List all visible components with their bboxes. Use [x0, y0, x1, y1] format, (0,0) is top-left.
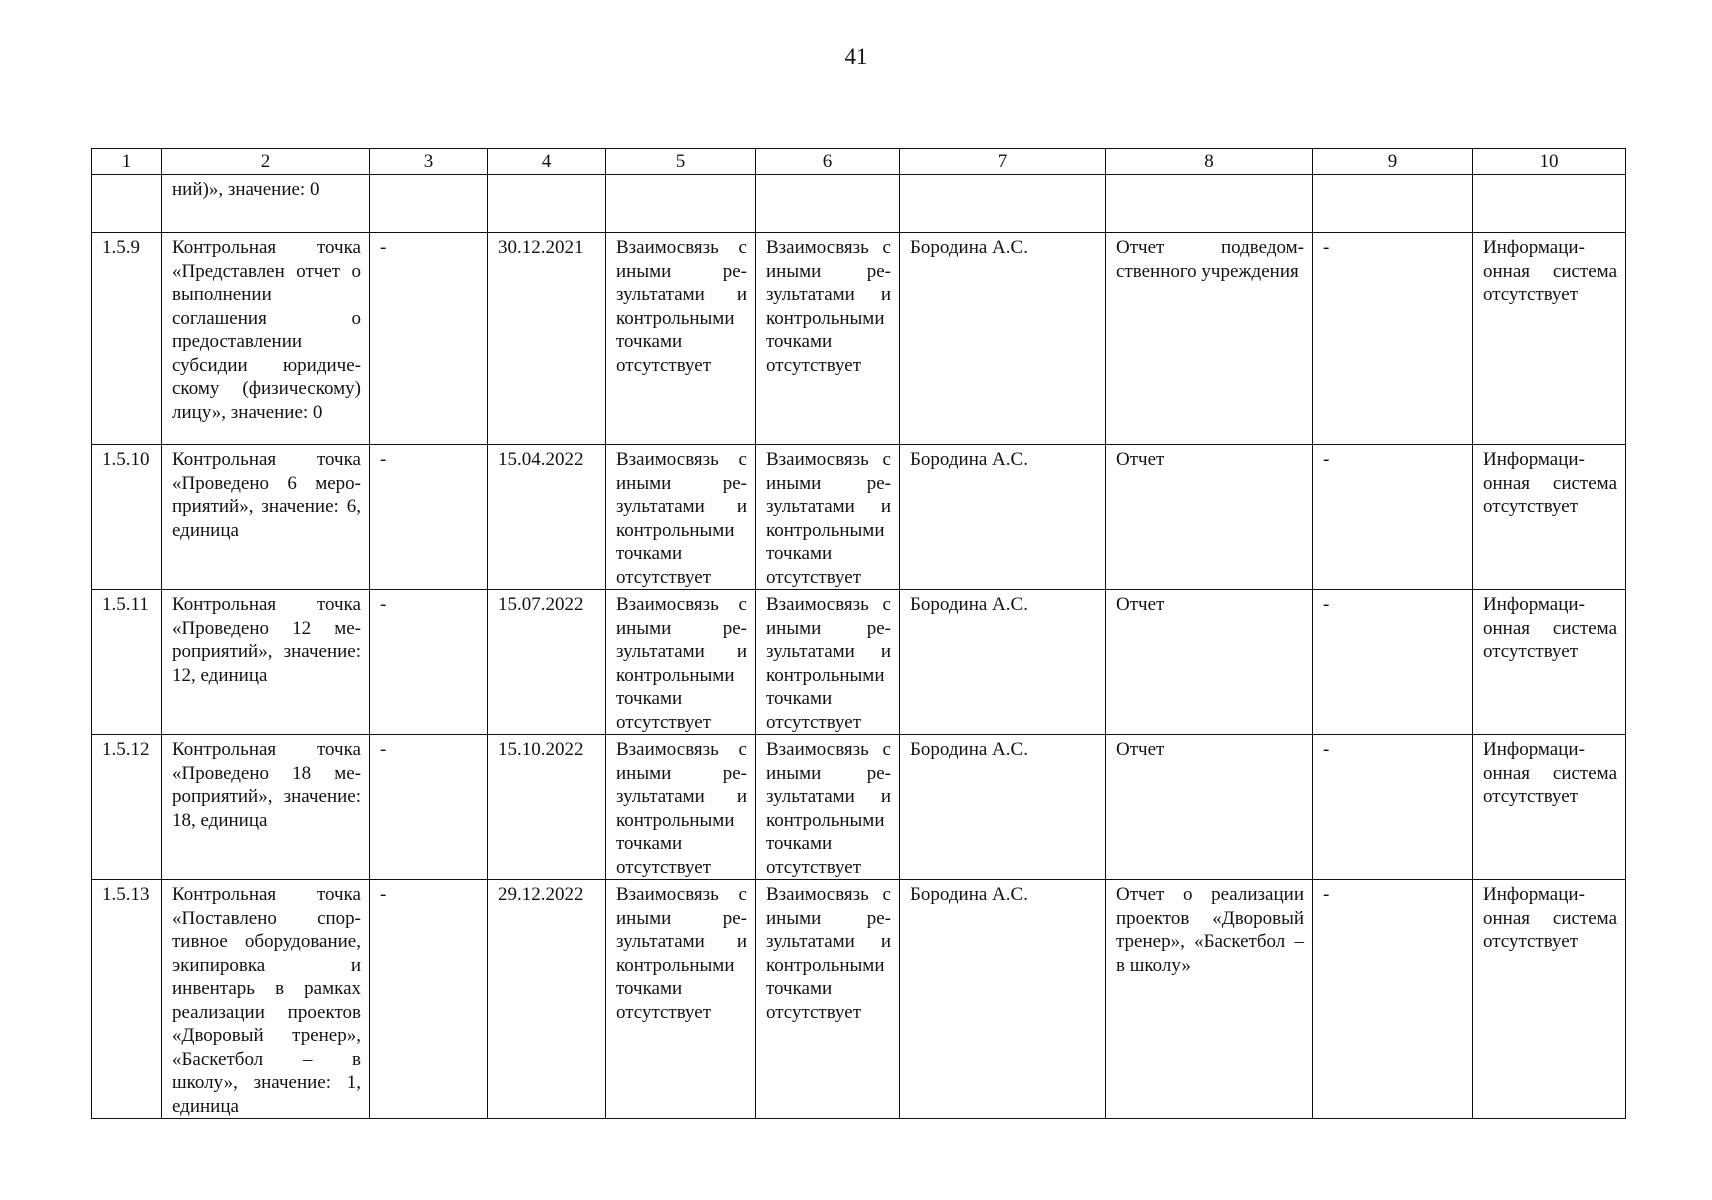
row-col3: - — [370, 735, 488, 880]
row-document: Отчет — [1106, 735, 1313, 880]
column-header-3: 3 — [370, 149, 488, 175]
cell-empty — [606, 175, 756, 233]
continuation-description: ний)», значение: 0 — [162, 175, 370, 233]
row-description: Контрольная точка «Проведено 18 мероприятий», значение: 18, единица — [162, 735, 370, 880]
column-header-10: 10 — [1473, 149, 1626, 175]
row-date: 15.04.2022 — [488, 445, 606, 590]
row-col5: Взаимосвязь с иными результатами и контрольными точками отсутствует — [606, 233, 756, 445]
header-row — [92, 149, 1626, 175]
row-col6: Взаимосвязь с иными результатами и контрольными точками отсутствует — [756, 590, 900, 735]
row-responsible: Бородина А.С. — [900, 735, 1106, 880]
row-col9: - — [1313, 735, 1473, 880]
cell-empty — [1473, 175, 1626, 233]
cell-empty — [1313, 175, 1473, 233]
row-col5: Взаимосвязь с иными результатами и контрольными точками отсутствует — [606, 735, 756, 880]
continuation-row — [92, 175, 1626, 233]
column-header-1: 1 — [92, 149, 162, 175]
row-info-system: Информационная система отсутствует — [1473, 233, 1626, 445]
control-points-table — [91, 148, 1626, 1119]
row-col6: Взаимосвязь с иными результатами и контрольными точками отсутствует — [756, 880, 900, 1119]
row-responsible: Бородина А.С. — [900, 880, 1106, 1119]
cell-empty — [370, 175, 488, 233]
row-col5: Взаимосвязь с иными результатами и контрольными точками отсутствует — [606, 590, 756, 735]
column-header-6: 6 — [756, 149, 900, 175]
cell-empty — [92, 175, 162, 233]
cell-empty — [488, 175, 606, 233]
row-info-system: Информационная система отсутствует — [1473, 880, 1626, 1119]
table-row — [92, 880, 1626, 1119]
row-date: 30.12.2021 — [488, 233, 606, 445]
table-row — [92, 590, 1626, 735]
row-col5: Взаимосвязь с иными результатами и контрольными точками отсутствует — [606, 880, 756, 1119]
row-number: 1.5.12 — [92, 735, 162, 880]
row-col3: - — [370, 445, 488, 590]
row-date: 15.10.2022 — [488, 735, 606, 880]
row-description: Контрольная точка «Проведено 12 мероприятий», значение: 12, единица — [162, 590, 370, 735]
cell-empty — [1106, 175, 1313, 233]
row-number: 1.5.10 — [92, 445, 162, 590]
row-document: Отчет о реализации проектов «Дворовый тренер», «Баскетбол – в школу» — [1106, 880, 1313, 1119]
row-col3: - — [370, 880, 488, 1119]
table-row — [92, 735, 1626, 880]
row-description: Контрольная точка «Проведено 6 мероприятий», значение: 6, единица — [162, 445, 370, 590]
row-col9: - — [1313, 445, 1473, 590]
column-header-8: 8 — [1106, 149, 1313, 175]
table-row — [92, 233, 1626, 445]
column-header-7: 7 — [900, 149, 1106, 175]
row-col3: - — [370, 233, 488, 445]
row-number: 1.5.11 — [92, 590, 162, 735]
column-header-2: 2 — [162, 149, 370, 175]
row-responsible: Бородина А.С. — [900, 445, 1106, 590]
column-header-4: 4 — [488, 149, 606, 175]
row-info-system: Информационная система отсутствует — [1473, 445, 1626, 590]
row-col9: - — [1313, 590, 1473, 735]
row-col6: Взаимосвязь с иными результатами и контрольными точками отсутствует — [756, 735, 900, 880]
row-document: Отчет — [1106, 590, 1313, 735]
row-responsible: Бородина А.С. — [900, 590, 1106, 735]
row-info-system: Информационная система отсутствует — [1473, 735, 1626, 880]
row-info-system: Информационная система отсутствует — [1473, 590, 1626, 735]
column-header-5: 5 — [606, 149, 756, 175]
row-description: Контрольная точка «Поставлено спортивное оборудование, экипировка и инвентарь в рамках реализации проектов «Дворовый тренер», «Баскетбол – в школу», значение: 1, единица — [162, 880, 370, 1119]
row-col9: - — [1313, 233, 1473, 445]
column-header-9: 9 — [1313, 149, 1473, 175]
row-col6: Взаимосвязь с иными результатами и контрольными точками отсутствует — [756, 445, 900, 590]
row-date: 29.12.2022 — [488, 880, 606, 1119]
row-number: 1.5.9 — [92, 233, 162, 445]
row-col5: Взаимосвязь с иными результатами и контрольными точками отсутствует — [606, 445, 756, 590]
row-date: 15.07.2022 — [488, 590, 606, 735]
row-description: Контрольная точка «Представлен отчет о выполнении соглашения о предоставлении субсидии юридическому (физическому) лицу», значение: 0 — [162, 233, 370, 445]
row-number: 1.5.13 — [92, 880, 162, 1119]
page-number: 41 — [844, 44, 868, 69]
row-document: Отчет подведомственного учреждения — [1106, 233, 1313, 445]
row-col3: - — [370, 590, 488, 735]
row-document: Отчет — [1106, 445, 1313, 590]
row-responsible: Бородина А.С. — [900, 233, 1106, 445]
cell-empty — [756, 175, 900, 233]
row-col6: Взаимосвязь с иными результатами и контрольными точками отсутствует — [756, 233, 900, 445]
table-row — [92, 445, 1626, 590]
row-col9: - — [1313, 880, 1473, 1119]
cell-empty — [900, 175, 1106, 233]
